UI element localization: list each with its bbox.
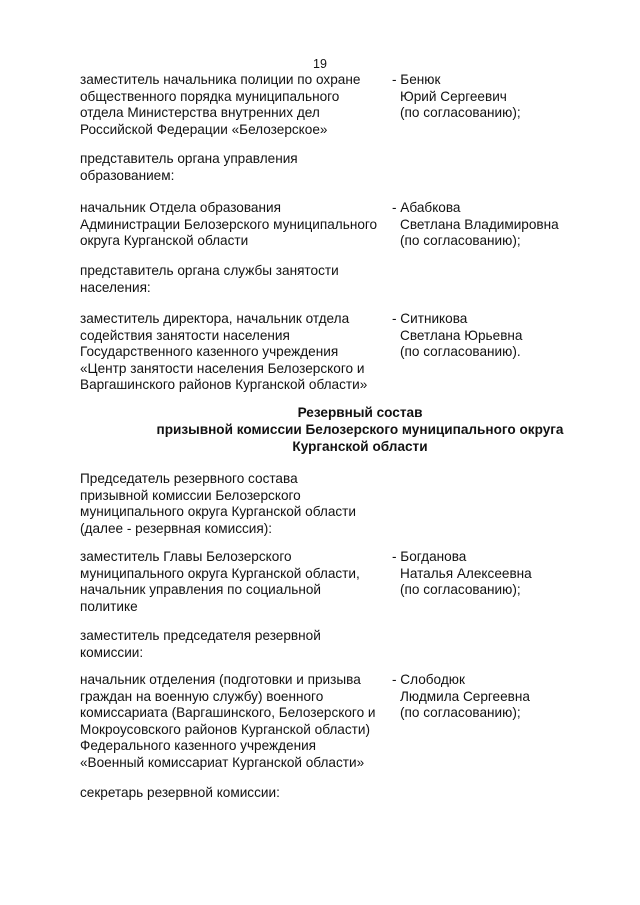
person-line: (по согласованию); (400, 582, 521, 597)
role-line: заместитель директора, начальник отдела (80, 311, 350, 326)
role-line: «Центр занятости населения Белозерского и (80, 360, 365, 376)
heading-line: Председатель резервного состава (80, 471, 298, 486)
role-line: общественного порядка муниципального (80, 88, 340, 104)
role-line: начальник Отдела образования (80, 200, 281, 215)
person-line: Юрий Сергеевич (400, 88, 507, 104)
role-line: комиссариата (Варгашинского, Белозерского и (80, 705, 376, 720)
person-line: (по согласованию). (400, 344, 521, 359)
role-line: заместитель начальника полиции по охране (80, 72, 361, 87)
member-name (392, 549, 532, 599)
page-number: 19 (313, 57, 327, 71)
heading-line: представитель органа службы занятости (80, 263, 339, 278)
person-line: (по согласованию); (400, 105, 521, 120)
heading-line: представитель органа управления (80, 151, 298, 166)
role-line: начальник отделения (подготовки и призыва (80, 672, 361, 687)
heading-education-rep (80, 151, 298, 184)
person-line: - Абабкова (392, 200, 461, 215)
heading-secretary-reserve (80, 785, 280, 802)
heading-employment-rep (80, 263, 339, 296)
role-line: муниципального округа Курганской области, (80, 565, 360, 581)
heading-line: образованием: (80, 167, 175, 183)
person-line: (по согласованию); (400, 705, 521, 720)
title-line: Резервный состав (297, 405, 423, 420)
person-line: Наталья Алексеевна (400, 565, 532, 581)
title-line: призывной комиссии Белозерского муниципального округа (156, 422, 564, 437)
heading-line: муниципального округа Курганской области (80, 504, 357, 519)
heading-line: населения: (80, 279, 151, 295)
heading-deputy-chair-reserve (80, 628, 321, 661)
member-name (392, 200, 559, 250)
role-line: Администрации Белозерского муниципального (80, 216, 378, 232)
role-line: «Военный комиссариат Курганской области» (80, 754, 365, 770)
role-line: Российской Федерации «Белозерское» (80, 121, 328, 137)
title-line: Курганской области (292, 439, 428, 454)
role-line: содействия занятости населения (80, 327, 290, 343)
role-line: округа Курганской области (80, 233, 249, 248)
heading-line: (далее - резервная комиссия): (80, 520, 273, 536)
member-name (392, 311, 522, 361)
member-role (80, 549, 385, 615)
reserve-composition-title (80, 404, 640, 455)
role-line: Варгашинского районов Курганской области» (80, 377, 368, 392)
person-line: Людмила Сергеевна (400, 688, 530, 704)
member-role (80, 311, 385, 394)
person-line: - Ситникова (392, 311, 468, 326)
member-role (80, 200, 385, 250)
role-line: граждан на военную службу) военного (80, 688, 324, 704)
role-line: отдела Министерства внутренних дел (80, 105, 320, 120)
role-line: начальник управления по социальной (80, 582, 321, 597)
role-line: Федерального казенного учреждения (80, 738, 317, 753)
member-role (80, 672, 385, 771)
role-line: Мокроусовского районов Курганской области) (80, 721, 371, 737)
person-line: (по согласованию); (400, 233, 521, 248)
heading-chair-reserve (80, 471, 356, 537)
person-line: Светлана Владимировна (400, 216, 559, 232)
heading-line: заместитель председателя резервной (80, 628, 321, 643)
heading-line: призывной комиссии Белозерского (80, 487, 301, 503)
member-name (392, 672, 530, 722)
person-line: - Бенюк (392, 72, 441, 87)
member-name (392, 72, 521, 122)
role-line: Государственного казенного учреждения (80, 344, 339, 359)
role-line: политике (80, 598, 138, 614)
person-line: - Богданова (392, 549, 467, 564)
heading-line: комиссии: (80, 644, 144, 660)
person-line: - Слободюк (392, 672, 465, 687)
person-line: Светлана Юрьевна (400, 327, 523, 343)
member-role (80, 72, 385, 138)
heading-line: секретарь резервной комиссии: (80, 785, 280, 800)
role-line: заместитель Главы Белозерского (80, 549, 292, 564)
